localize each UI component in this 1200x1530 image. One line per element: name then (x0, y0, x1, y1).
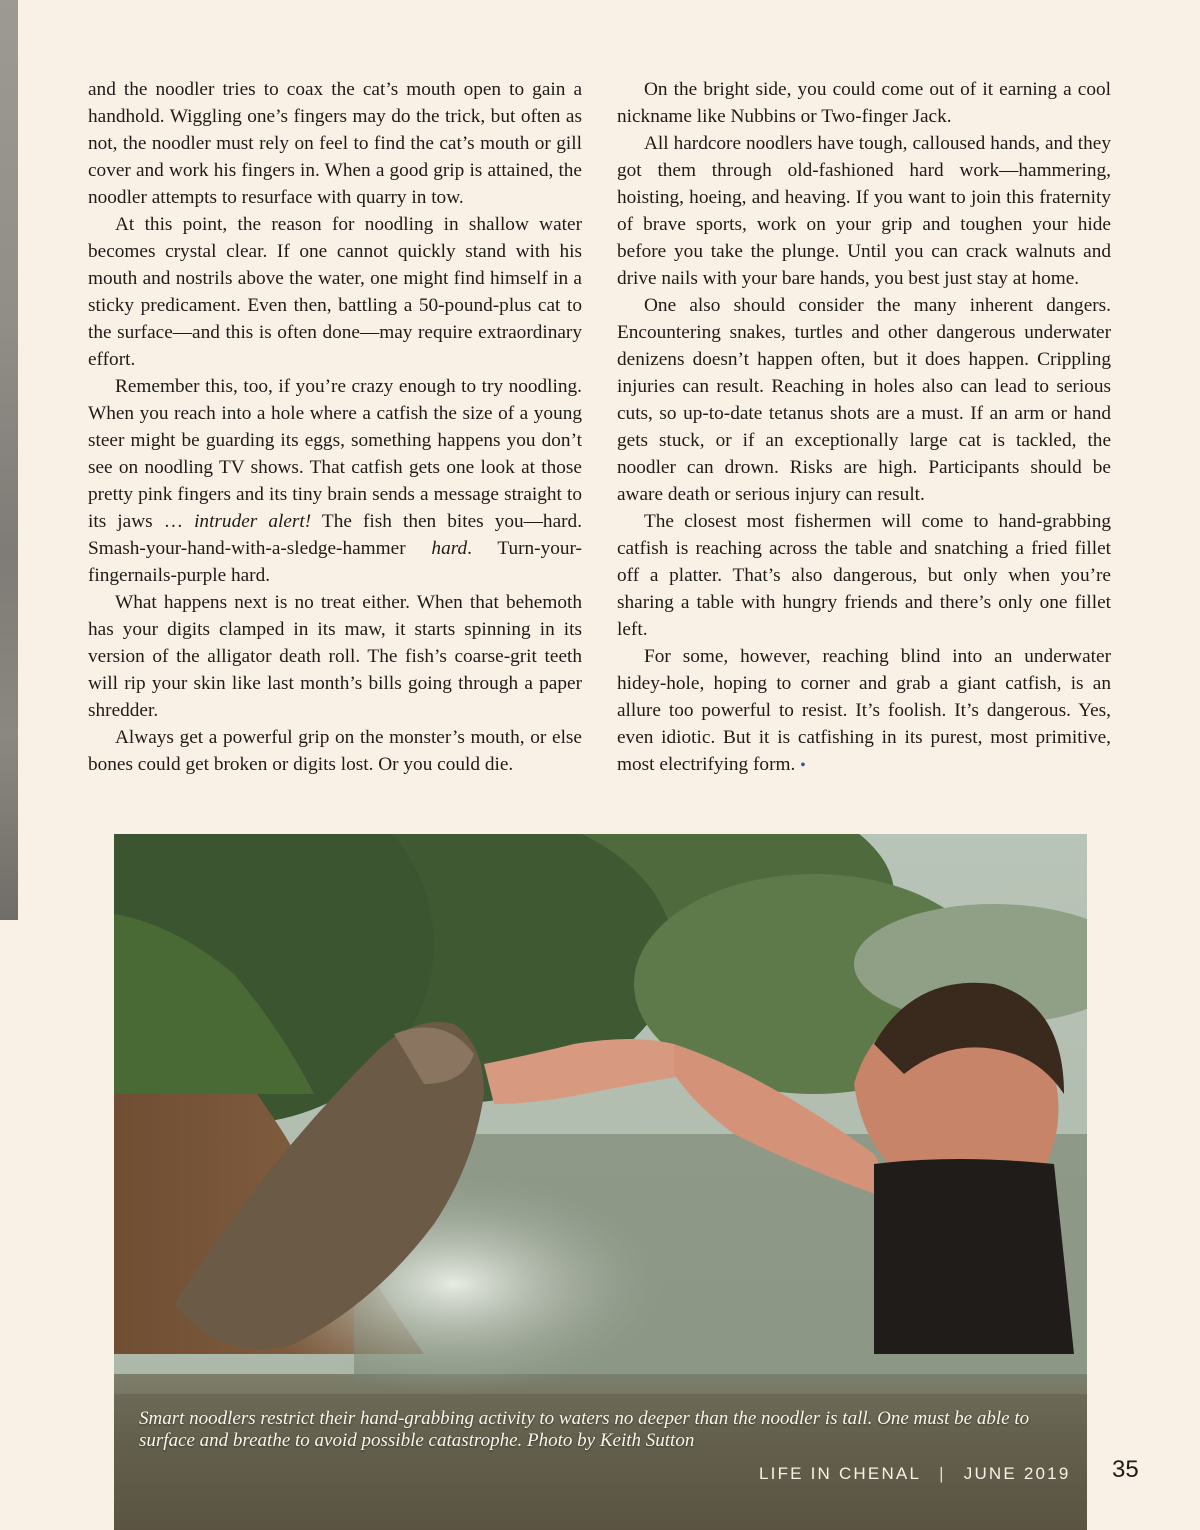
paragraph: On the bright side, you could come out of it earning a cool nickname like Nubbins or Two-finger Jack. (617, 79, 1111, 127)
emphasis: hard (431, 538, 468, 559)
paragraph: Always get a powerful grip on the monster’s mouth, or else bones could get broken or digits lost. Or you could die. (88, 727, 582, 775)
paragraph-text: Remember this, too, if you’re crazy enough to try noodling. When you reach into a hole where a catfish the size of a young steer might be guarding its eggs, something happens you don’t see on noodling TV shows. That catfish gets one look at those pretty pink fingers and its tiny brain sends a message straight to its jaws … (88, 376, 582, 532)
paragraph: All hardcore noodlers have tough, calloused hands, and they got them through old-fashioned hard work—hammering, hoisting, hoeing, and heaving. If you want to join this fraternity of brave sports, work on your grip and toughen your hide before you take the plunge. Until you can crack walnuts and drive nails with your bare hands, you best just stay at home. (617, 133, 1111, 289)
paragraph (617, 643, 1111, 779)
paragraph: At this point, the reason for noodling in shallow water becomes crystal clear. If one cannot quickly stand with his mouth and nostrils above the water, one might find himself in a sticky predicament. Even then, battling a 50-pound-plus cat to the surface—and this is often done—may require extraordinary effort. (88, 214, 582, 370)
previous-page-photo-edge (0, 0, 18, 920)
article-column-left (88, 76, 582, 778)
paragraph: The closest most fishermen will come to hand-grabbing catfish is reaching across the table and snatching a fried fillet off a platter. That’s also dangerous, but only when you’re sharing a table with hungry friends and there’s only one fillet left. (617, 511, 1111, 640)
paragraph (88, 373, 582, 589)
footer-folio (759, 1464, 1070, 1484)
issue-date: JUNE 2019 (963, 1464, 1071, 1483)
magazine-name: LIFE IN CHENAL (759, 1464, 922, 1483)
noodling-photo (114, 834, 1087, 1530)
article-column-right (617, 76, 1111, 779)
paragraph: What happens next is no treat either. When that behemoth has your digits clamped in its maw, it starts spinning in its version of the alligator death roll. The fish’s coarse-grit teeth will rip your skin like last month’s bills going through a paper shredder. (88, 592, 582, 721)
paragraph-text: The fish then bites you—hard. Smash-your-hand-with-a-sledge-hammer (88, 511, 583, 559)
paragraph-text: For some, however, reaching blind into an underwater hidey-hole, hoping to corner and grab a giant catfish, is an allure too powerful to resist. It’s foolish. It’s dangerous. Yes, even idiotic. But it is catfishing in its purest, most primitive, most electrifying form. (617, 646, 1111, 775)
emphasis: intruder alert! (194, 511, 312, 532)
paragraph: One also should consider the many inherent dangers. Encountering snakes, turtles and other dangerous underwater denizens doesn’t happen often, but it does happen. Crippling injuries can result. Reaching in holes also can lead to serious cuts, so up-to-date tetanus shots are a must. If an arm or hand gets stuck, or if an exceptionally large cat is tackled, the noodler can drown. Risks are high. Participants should be aware death or serious injury can result. (617, 295, 1111, 505)
footer-separator: | (939, 1464, 946, 1483)
paragraph: and the noodler tries to coax the cat’s mouth open to gain a handhold. Wiggling one’s fingers may do the trick, but often as not, the noodler must rely on feel to find the cat’s mouth or gill cover and work his fingers in. When a good grip is attained, the noodler attempts to resurface with quarry in tow. (88, 79, 582, 208)
photo-caption: Smart noodlers restrict their hand-grabbing activity to waters no deeper than the noodler is tall. One must be able to surface and breathe to avoid possible catastrophe. Photo by Keith Sutton (139, 1408, 1030, 1451)
end-mark: • (800, 757, 806, 774)
page-number: 35 (1112, 1456, 1139, 1483)
paragraph-text: . Turn-your-fingernails-purple hard. (88, 538, 582, 586)
